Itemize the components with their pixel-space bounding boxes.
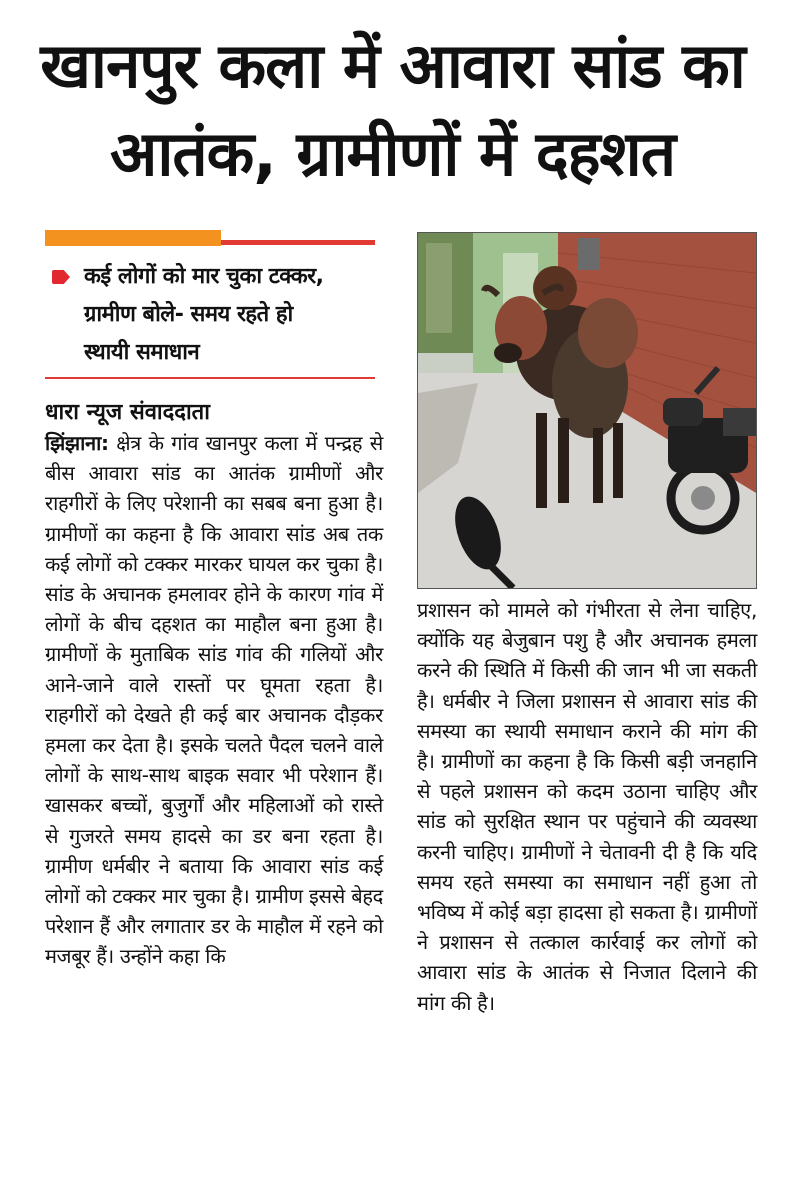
byline: धारा न्यूज संवाददाता: [45, 400, 210, 425]
news-photo: [417, 232, 757, 589]
headline-line-1: खानपुर कला में आवारा सांड का: [40, 29, 745, 102]
bull-photo-illustration: [418, 233, 756, 588]
subheadline-divider: [45, 377, 375, 379]
accent-bar-orange: [45, 230, 221, 246]
headline-line-2: आतंक, ग्रामीणों में दहशत: [109, 117, 676, 190]
subheadline: [84, 258, 384, 372]
subheadline-line-1: कई लोगों को मार चुका टक्कर,: [84, 264, 324, 289]
headline: [20, 22, 765, 198]
accent-bar-red: [221, 240, 375, 245]
article-column-right: प्रशासन को मामले को गंभीरता से लेना चाहिए, क्योंकि यह बेजुबान पशु है और अचानक हमला करने की स्थिति में किसी की जान भी जा सकती है। धर्मबीर ने जिला प्रशासन से आवारा सांड की समस्या का स्थायी समाधान कराने की मांग की है। ग्रामीणों का कहना है कि किसी बड़ी जनहानि से पहले प्रशासन को कदम उठाना चाहिए और सांड को सुरक्षित स्थान पर पहुंचाने की व्यवस्था करनी चाहिए। ग्रामीणों ने चेतावनी दी है कि यदि समय रहते समस्या का समाधान नहीं हुआ तो भविष्य में कोई बड़ा हादसा हो सकता है। ग्रामीणों ने प्रशासन से तत्काल कार्रवाई कर लोगों को आवारा सांड के आतंक से निजात दिलाने की मांग की है।: [417, 598, 757, 1015]
arrow-bullet-icon: [52, 270, 70, 284]
subheadline-line-2: ग्रामीण बोले- समय रहते हो: [84, 302, 293, 327]
dateline: झिंझाना:: [45, 431, 109, 455]
subheadline-line-3: स्थायी समाधान: [84, 340, 200, 365]
article-text-left: क्षेत्र के गांव खानपुर कला में पन्द्रह से बीस आवारा सांड का आतंक ग्रामीणों और राहगीरों के लिए परेशानी का सबब बना हुआ है। ग्रामीणों का कहना है कि आवारा सांड अब तक कई लोगों को टक्कर मारकर घायल कर चुका है। सांड के अचानक हमलावर होने के कारण गांव में लोगों के बीच दहशत का माहौल बना हुआ है।ग्रामीणों के मुताबिक सांड गांव की गलियों और आने-जाने वाले रास्तों पर घूमता रहता है। राहगीरों को देखते ही कई बार अचानक दौड़कर हमला कर देता है। इसके चलते पैदल चलने वाले लोगों के साथ-साथ बाइक सवार भी परेशान हैं। खासकर बच्चों, बुजुर्गों और महिलाओं को रास्ते से गुजरते समय हादसे का डर बना रहता है।ग्रामीण धर्मबीर ने बताया कि आवारा सांड कई लोगों को टक्कर मार चुका है। ग्रामीण इससे बेहद परेशान हैं और लगातार डर के माहौल में रहने को मजबूर हैं। उन्होंने कहा कि: [45, 431, 383, 969]
article-column-left: [45, 428, 383, 972]
